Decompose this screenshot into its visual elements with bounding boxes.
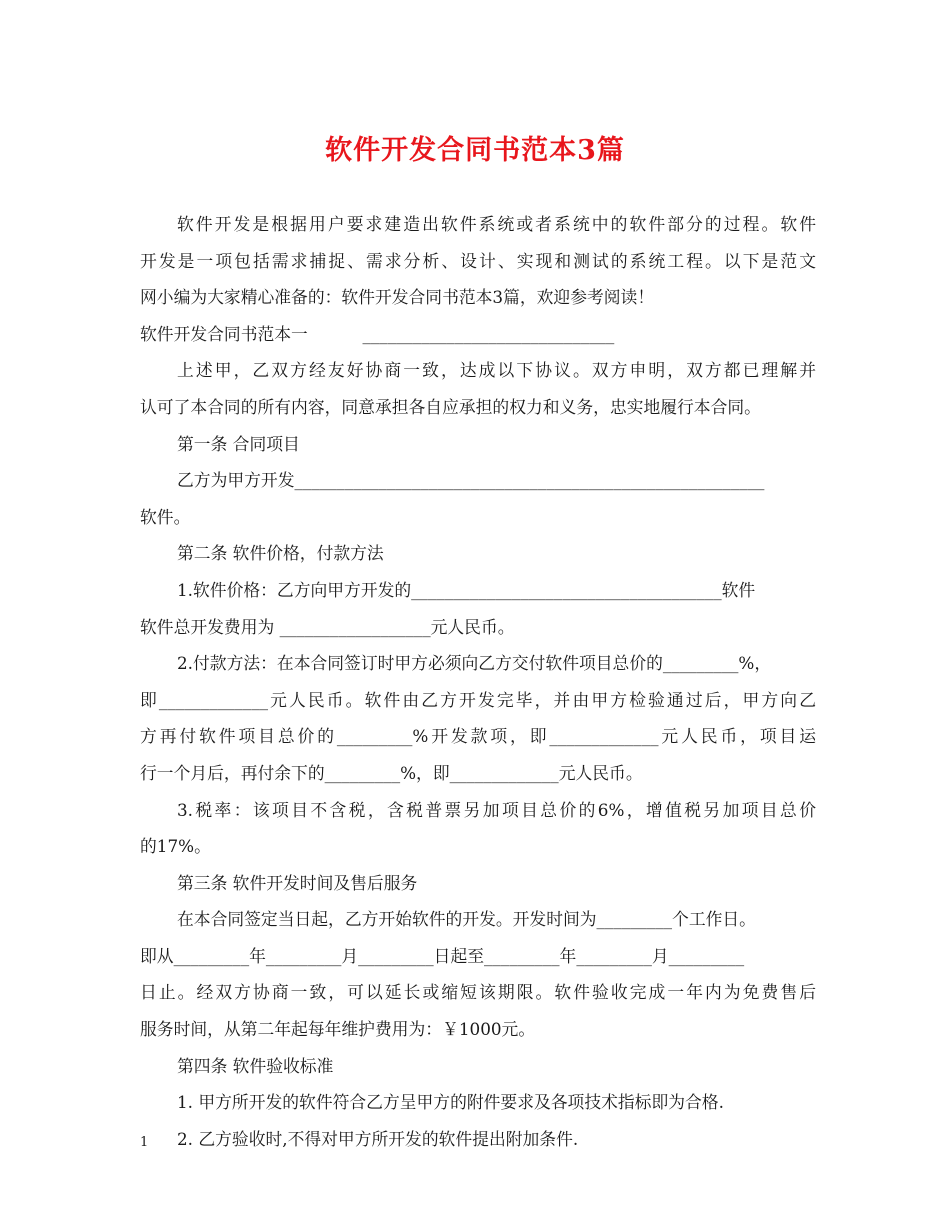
document-title: 软件开发合同书范本3篇 bbox=[325, 135, 625, 166]
article-2-price-line: 1.软件价格：乙方向甲方开发的_____________________________________软件 bbox=[177, 579, 756, 600]
article-3-line: 即从_________年_________月_________日起至_________年_________月_________ bbox=[140, 945, 745, 966]
article-2-price-line: 软件总开发费用为 __________________元人民币。 bbox=[140, 616, 515, 637]
section-heading: 软件开发合同书范本一 bbox=[140, 323, 308, 344]
preamble-line: 上述甲，乙双方经友好协商一致，达成以下协议。双方申明，双方都已理解并 bbox=[177, 360, 816, 381]
article-2-tax-line: 3.税率：该项目不含税，含税普票另加项目总价的6%，增值税另加项目总价 bbox=[177, 799, 816, 820]
section-heading-blank: ______________________________ bbox=[362, 323, 615, 344]
intro-line: 网小编为大家精心准备的：软件开发合同书范本3篇，欢迎参考阅读！ bbox=[140, 287, 655, 308]
page-number: 1 bbox=[140, 1135, 149, 1150]
article-2-payment-line: 行一个月后，再付余下的_________%，即_____________元人民币。 bbox=[140, 762, 643, 783]
article-3-line: 日止。经双方协商一致，可以延长或缩短该期限。软件验收完成一年内为免费售后 bbox=[140, 982, 816, 1003]
intro-line: 软件开发是根据用户要求建造出软件系统或者系统中的软件部分的过程。软件 bbox=[177, 214, 816, 234]
article-3-heading: 第三条 软件开发时间及售后服务 bbox=[177, 872, 418, 893]
article-3-line: 在本合同签定当日起，乙方开始软件的开发。开发时间为_________个工作日。 bbox=[177, 909, 756, 930]
section-heading-line bbox=[140, 316, 816, 353]
article-1-heading: 第一条 合同项目 bbox=[177, 433, 300, 454]
article-4-heading: 第四条 软件验收标准 bbox=[177, 1055, 334, 1076]
article-2-payment-line: 2.付款方法：在本合同签订时甲方必须向乙方交付软件项目总价的_________%， bbox=[177, 653, 772, 674]
article-4-item: 1. 甲方所开发的软件符合乙方呈甲方的附件要求及各项技术指标即为合格. bbox=[177, 1092, 724, 1113]
article-2-payment-line: 方再付软件项目总价的_________%开发款项，即_____________元人民币，项目运 bbox=[140, 726, 816, 747]
article-1-line: 软件。 bbox=[140, 506, 191, 527]
intro-line: 开发是一项包括需求捕捉、需求分析、设计、实现和测试的系统工程。以下是范文 bbox=[140, 250, 816, 271]
article-2-tax-line: 的17%。 bbox=[140, 836, 211, 857]
article-2-heading: 第二条 软件价格，付款方法 bbox=[177, 543, 384, 564]
document-body bbox=[140, 206, 816, 1157]
article-4-item: 2. 乙方验收时,不得对甲方所开发的软件提出附加条件. bbox=[177, 1128, 579, 1149]
article-2-payment-line: 即_____________元人民币。软件由乙方开发完毕，并由甲方检验通过后，甲方向乙 bbox=[140, 689, 816, 710]
article-1-line: 乙方为甲方开发________________________________________________________ bbox=[177, 470, 765, 491]
article-3-line: 服务时间，从第二年起每年维护费用为：￥1000元。 bbox=[140, 1019, 536, 1040]
preamble-line: 认可了本合同的所有内容，同意承担各自应承担的权力和义务，忠实地履行本合同。 bbox=[140, 396, 761, 417]
